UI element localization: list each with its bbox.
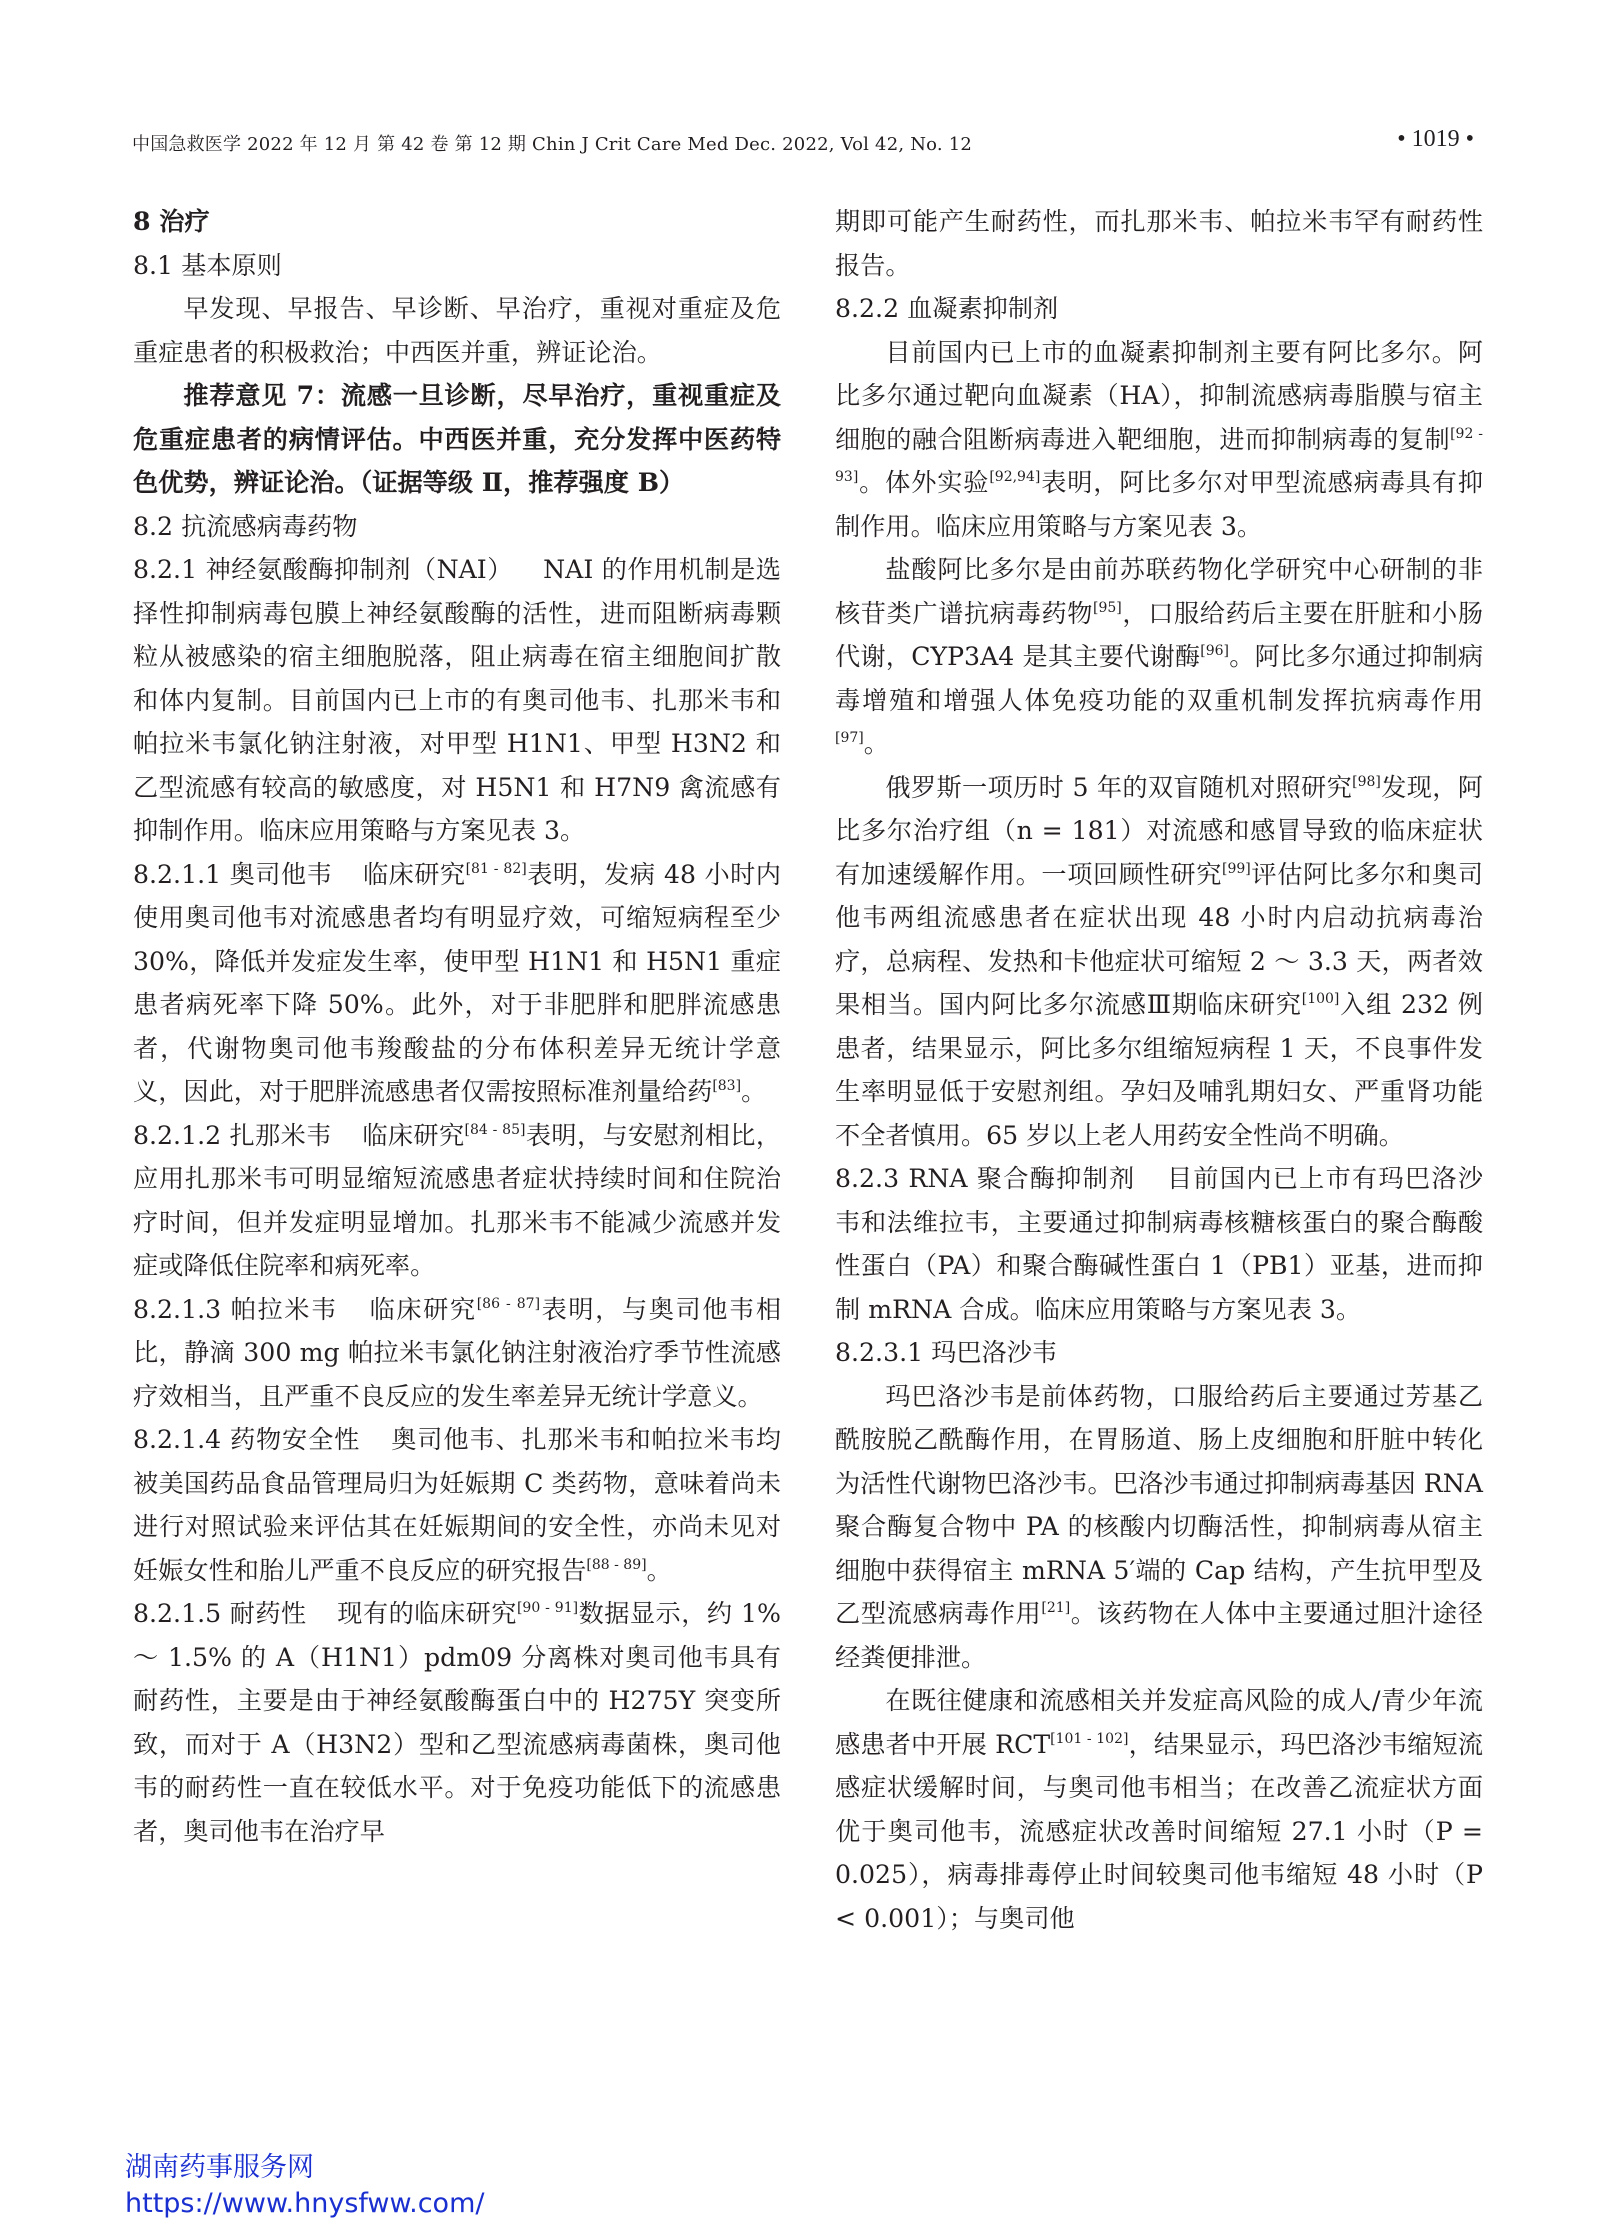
paragraph-text: 俄罗斯一项历时 5 年的双盲随机对照研究: [885, 772, 1353, 802]
paragraph-8-2-1-3: [133, 1288, 781, 1419]
paragraph-8-2-1: [133, 548, 781, 853]
paragraph-text: 表明，阿比多尔对甲型流感病毒具有抑制作用。临床应用策略与方案见表 3。: [835, 468, 1484, 541]
paragraph-8-2-2-c: [835, 766, 1483, 1158]
citation-ref: [96]: [1200, 643, 1230, 659]
citation-ref: [88 - 89]: [586, 1556, 647, 1573]
paragraph-text: 临床研究: [361, 1120, 465, 1150]
paragraph-text: 。: [646, 1555, 672, 1585]
citation-ref: [84 - 85]: [464, 1121, 526, 1138]
section-8-title: 8 治疗: [133, 206, 210, 236]
paragraph-8-2-1-body: NAI 的作用机制是选择性抑制病毒包膜上神经氨酸酶的活性，进而阻断病毒颗粒从被感染的宿主细胞脱落，阻止病毒在宿主细胞间扩散和体内复制。目前国内已上市的有奥司他韦、扎那米韦和帕拉米韦氯化钠注射液，对甲型 H1N1、甲型 H3N2 和乙型流感有较高的敏感度，对 H5N1 和 H7N9 禽流感有抑制作用。临床应用策略与方案见表 3。: [133, 555, 781, 845]
citation-ref: [21]: [1041, 1600, 1071, 1616]
paragraph-text: 发现，阿比多尔治疗组（n = 181）对流感和感冒导致的临床症状有加速缓解作用。一项回顾性研究: [835, 772, 1483, 889]
paragraph-text: 临床研究: [368, 1294, 477, 1324]
paragraph-text: ，结果显示，玛巴洛沙韦缩短流感症状缓解时间，与奥司他韦相当；在改善乙流症状方面优于奥司他韦，流感症状改善时间缩短 27.1 小时（P = 0.025），病毒排毒停止时间较奥司他韦缩短 48 小时（P < 0.001）；与奥司他: [835, 1729, 1484, 1933]
paragraph-8-2-1-1: [133, 853, 781, 1114]
section-8-1-title: 8.1 基本原则: [133, 250, 282, 280]
citation-ref: [90 - 91]: [516, 1600, 579, 1616]
paragraph-8-2-1-1-heading: 8.2.1.1 奥司他韦: [133, 859, 333, 889]
paragraph-8-2-3-heading: 8.2.3 RNA 聚合酶抑制剂: [835, 1164, 1136, 1193]
section-8-2-2-title: 8.2.2 血凝素抑制剂: [835, 294, 1059, 323]
paragraph-text: 入组 232 例患者，结果显示，阿比多尔组缩短病程 1 天，不良事件发生率明显低于安慰剂组。孕妇及哺乳期妇女、严重肾功能不全者慎用。65 岁以上老人用药安全性尚不明确。: [835, 990, 1483, 1150]
citation-ref: [98]: [1352, 773, 1381, 790]
paragraph-8-2-3-1-a: [835, 1375, 1483, 1680]
paragraph-8-2-1-5-heading: 8.2.1.5 耐药性: [133, 1599, 307, 1628]
paragraph-8-2-1-3-heading: 8.2.1.3 帕拉米韦: [133, 1294, 338, 1324]
paragraph-text: 评估阿比多尔和奥司他韦两组流感患者在症状出现 48 小时内启动抗病毒治疗，总病程、发热和卡他症状可缩短 2 ～ 3.3 天，两者效果相当。国内阿比多尔流感Ⅲ期临床研究: [835, 859, 1484, 1019]
paragraph-text: 。: [741, 1077, 767, 1106]
running-header: [132, 126, 1474, 164]
paragraph-8-2-3-1-b: [835, 1679, 1483, 1940]
paragraph-8-2-1-heading: 8.2.1 神经氨酸酶抑制剂（NAI）: [133, 555, 513, 584]
paragraph-text: 。体外实验: [858, 468, 990, 497]
site-name: 湖南药事服务网: [125, 2152, 314, 2183]
paragraph-text: ，口服给药后主要在肝脏和小肠代谢，CYP3A4 是其主要代谢酶: [835, 598, 1484, 671]
citation-ref: [86 - 87]: [476, 1295, 541, 1312]
paragraph-text: 表明，与奥司他韦相比，静滴 300 mg 帕拉米韦氯化钠注射液治疗季节性流感疗效相当，且严重不良反应的发生率差异无统计学意义。: [133, 1294, 782, 1411]
page-number: • 1019 •: [1397, 126, 1474, 152]
paragraph-8-2-1-4-heading: 8.2.1.4 药物安全性: [133, 1425, 361, 1454]
paragraph-8-2-1-2: [133, 1114, 781, 1288]
site-url-link[interactable]: https://www.hnysfww.com/: [125, 2188, 485, 2219]
paragraph-text: 。: [863, 729, 889, 758]
paragraph-text: 临床研究: [362, 859, 466, 889]
citation-ref: [95]: [1093, 599, 1122, 616]
recommendation-7: 推荐意见 7：流感一旦诊断，尽早治疗，重视重症及危重症患者的病情评估。中西医并重，充分发挥中医药特色优势，辨证论治。（证据等级 Ⅱ，推荐强度 B）: [133, 380, 781, 497]
right-column: [835, 200, 1483, 1940]
citation-ref: [100]: [1301, 991, 1340, 1007]
section-8-2-3-1-title: 8.2.3.1 玛巴洛沙韦: [835, 1338, 1058, 1367]
paragraph-text: 玛巴洛沙韦是前体药物，口服给药后主要通过芳基乙酰胺脱乙酰酶作用，在胃肠道、肠上皮细胞和肝脏中转化为活性代谢物巴洛沙韦。巴洛沙韦通过抑制病毒基因 RNA 聚合酶复合物中 PA 的核酸内切酶活性，抑制病毒从宿主细胞中获得宿主 mRNA 5′端的 Cap 结构，产生抗甲型及乙型流感病毒作用: [835, 1381, 1483, 1628]
citation-ref: [92,94]: [989, 469, 1041, 485]
watermark-footer: [125, 2150, 484, 2222]
paragraph-text: 。该药物在人体中主要通过胆汁途径经粪便排泄。: [835, 1599, 1484, 1672]
paragraph-text: 数据显示，约 1% ～ 1.5% 的 A（H1N1）pdm09 分离株对奥司他韦具有耐药性，主要是由于神经氨酸酶蛋白中的 H275Y 突变所致，而对于 A（H3N2）型和乙型流感病毒菌株，奥司他韦的耐药性一直在较低水平。对于免疫功能低下的流感患者，奥司他韦在治疗早: [133, 1599, 781, 1846]
paragraph-text: 目前国内已上市的血凝素抑制剂主要有阿比多尔。阿比多尔通过靶向血凝素（HA），抑制流感病毒脂膜与宿主细胞的融合阻断病毒进入靶细胞，进而抑制病毒的复制: [835, 337, 1483, 454]
paragraph-8-2-1-5: [133, 1592, 781, 1853]
paragraph-8-2-3-body: 目前国内已上市有玛巴洛沙韦和法维拉韦，主要通过抑制病毒核糖核蛋白的聚合酶酸性蛋白（PA）和聚合酶碱性蛋白 1（PB1）亚基，进而抑制 mRNA 合成。临床应用策略与方案见表 3。: [835, 1164, 1484, 1324]
citation-ref: [99]: [1222, 860, 1251, 877]
citation-ref: [83]: [712, 1078, 742, 1094]
left-column: [133, 200, 781, 1853]
citation-ref: [97]: [835, 730, 864, 746]
journal-citation: 中国急救医学 2022 年 12 月 第 42 卷 第 12 期 Chin J Crit Care Med Dec. 2022, Vol 42, No. 12: [132, 134, 973, 155]
paragraph-8-2-2-a: [835, 331, 1483, 549]
paragraph-8-2-1-2-heading: 8.2.1.2 扎那米韦: [133, 1120, 332, 1150]
paragraph-text: 奥司他韦、扎那米韦和帕拉米韦均被美国药品食品管理局归为妊娠期 C 类药物，意味着尚未进行对照试验来评估其在妊娠期间的安全性，亦尚未见对妊娠女性和胎儿严重不良反应的研究报告: [133, 1425, 781, 1585]
continued-paragraph: 期即可能产生耐药性，而扎那米韦、帕拉米韦罕有耐药性报告。: [835, 207, 1483, 280]
paragraph-8-2-1-4: [133, 1418, 781, 1592]
citation-ref: [81 - 82]: [465, 860, 527, 877]
section-8-2-title: 8.2 抗流感病毒药物: [133, 511, 358, 541]
section-8-1-paragraph: 早发现、早报告、早诊断、早治疗，重视对重症及危重症患者的积极救治；中西医并重，辨证论治。: [133, 294, 781, 367]
paragraph-text: 现有的临床研究: [336, 1599, 517, 1628]
paragraph-text: 盐酸阿比多尔是由前苏联药物化学研究中心研制的非核苷类广谱抗病毒药物: [835, 555, 1483, 628]
paragraph-text: 在既往健康和流感相关并发症高风险的成人/青少年流感患者中开展 RCT: [835, 1686, 1483, 1759]
paragraph-8-2-3: [835, 1157, 1483, 1331]
paragraph-text: 。阿比多尔通过抑制病毒增殖和增强人体免疫功能的双重机制发挥抗病毒作用: [835, 642, 1484, 715]
citation-ref: [92 - 93]: [835, 425, 1483, 485]
paragraph-text: 表明，发病 48 小时内使用奥司他韦对流感患者均有明显疗效，可缩短病程至少 30%，降低并发症发生率，使甲型 H1N1 和 H5N1 重症患者病死率下降 50%。此外，对于非肥胖和肥胖流感患者，代谢物奥司他韦羧酸盐的分布体积差异无统计学意义，因此，对于肥胖流感患者仅需按照标准剂量给药: [133, 859, 781, 1106]
citation-ref: [101 - 102]: [1050, 1730, 1129, 1747]
paragraph-8-2-2-b: [835, 548, 1483, 766]
paragraph-text: 表明，与安慰剂相比，应用扎那米韦可明显缩短流感患者症状持续时间和住院治疗时间，但并发症明显增加。扎那米韦不能减少流感并发症或降低住院率和病死率。: [133, 1120, 782, 1280]
